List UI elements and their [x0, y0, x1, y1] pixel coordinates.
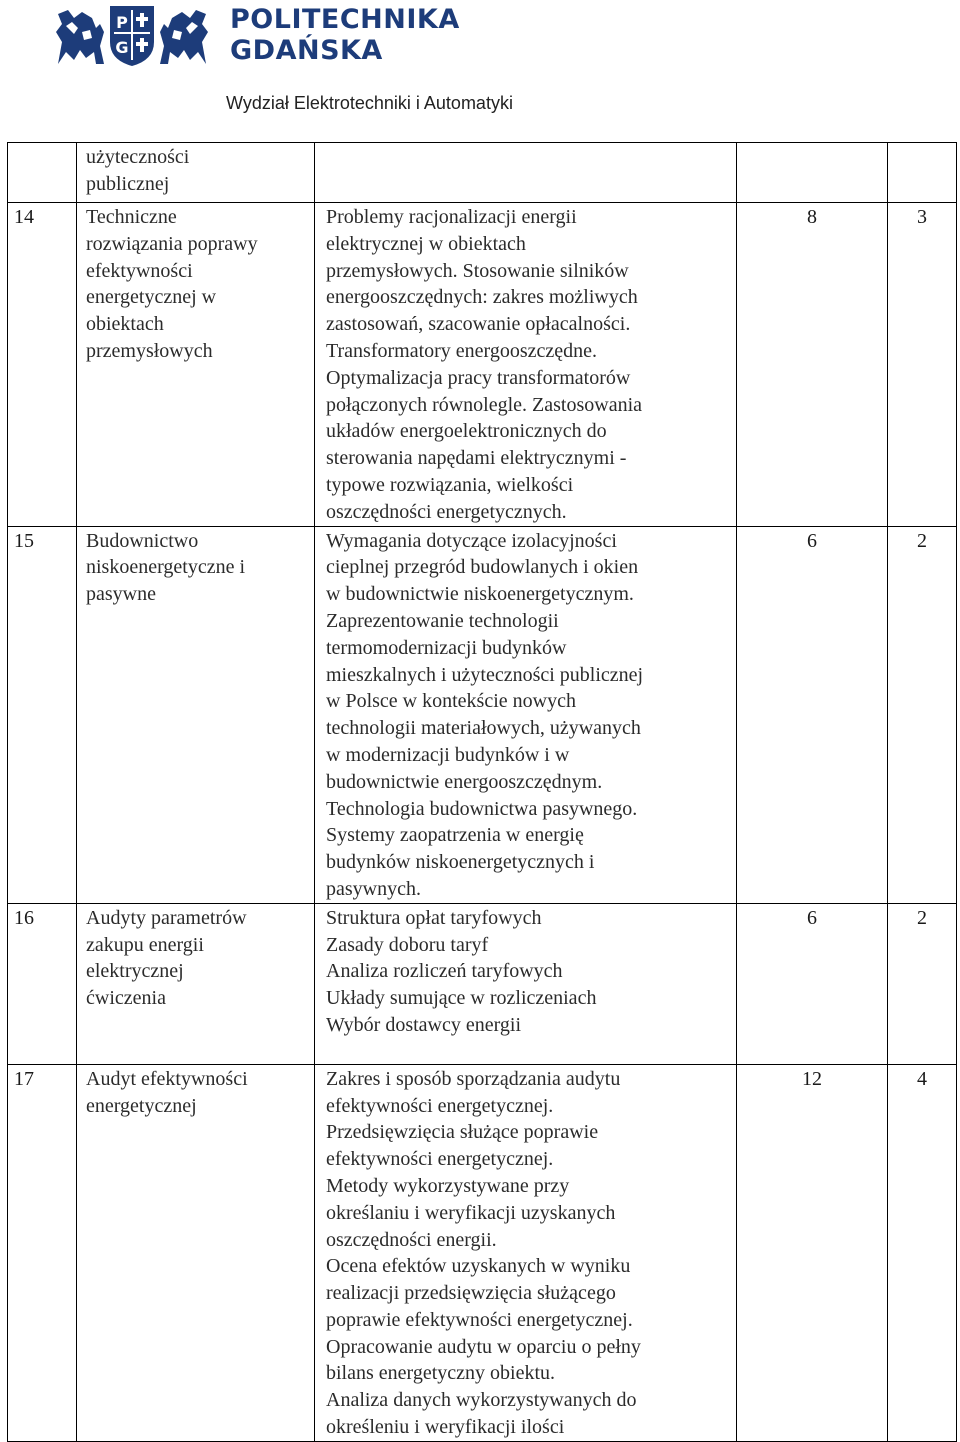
- topic-content-line: Metody wykorzystywane przy: [326, 1174, 570, 1197]
- topic-title-line: publicznej: [86, 172, 170, 195]
- table-row: [8, 903, 957, 1064]
- topic-content-line: cieplnej przegród budowlanych i okien: [326, 556, 639, 579]
- topic-title-line: przemysłowych: [86, 339, 213, 362]
- topic-content-line: określeniu i weryfikacji ilości: [326, 1416, 565, 1439]
- row-number-cell: [8, 1064, 77, 1441]
- hours-col2-value: 2: [917, 906, 927, 929]
- faculty-name: Wydział Elektrotechniki i Automatyki: [226, 93, 513, 113]
- topic-title-cell: [77, 203, 315, 527]
- topic-title-line: pasywne: [86, 583, 156, 606]
- row-number: 14: [14, 206, 34, 228]
- topic-content-line: energooszczędnych: zakres możliwych: [326, 286, 638, 309]
- topic-title-cell: [77, 903, 315, 1064]
- topic-content-line: Technologia budownictwa pasywnego.: [326, 797, 638, 820]
- topic-content-line: termomodernizacji budynków: [326, 636, 567, 659]
- topic-content-line: określaniu i weryfikacji uzyskanych: [326, 1201, 616, 1224]
- table-row: [8, 143, 957, 203]
- topic-title-line: Techniczne: [86, 206, 177, 228]
- row-number: 16: [14, 906, 34, 929]
- topic-content-cell: [315, 203, 737, 527]
- topic-content-line: przemysłowych. Stosowanie silników: [326, 259, 629, 282]
- topic-content-line: elektrycznej w obiektach: [326, 232, 526, 255]
- topic-content-line: efektywności energetycznej.: [326, 1148, 554, 1171]
- topic-title-line: energetycznej: [86, 1094, 197, 1117]
- topic-content-cell: [315, 903, 737, 1064]
- topic-content-cell: [315, 526, 737, 903]
- university-crest-icon: [52, 2, 212, 68]
- topic-content-line: Struktura opłat taryfowych: [326, 906, 542, 929]
- hours-col1-cell: [737, 143, 888, 203]
- row-number-cell: [8, 903, 77, 1064]
- topic-title-cell: [77, 1064, 315, 1441]
- topic-content-line: Wybór dostawcy energii: [326, 1013, 522, 1036]
- hours-col2-cell: [888, 903, 957, 1064]
- topic-title-line: rozwiązania poprawy: [86, 232, 258, 255]
- topic-content-line: efektywności energetycznej.: [326, 1094, 554, 1117]
- hours-col2-value: 2: [917, 529, 927, 552]
- hours-col2-value: 3: [917, 206, 927, 228]
- hours-col2-cell: [888, 526, 957, 903]
- university-name-line1: POLITECHNIKA: [230, 4, 460, 35]
- topic-content-line: budownictwie energooszczędnym.: [326, 770, 603, 793]
- hours-col1-cell: [737, 1064, 888, 1441]
- topic-title-line: zakupu energii: [86, 933, 204, 956]
- topic-content-line: Zakres i sposób sporządzania audytu: [326, 1067, 621, 1090]
- topic-content-line: poprawie efektywności energetycznej.: [326, 1308, 633, 1331]
- topic-content-line: Problemy racjonalizacji energii: [326, 206, 577, 228]
- table-row: [8, 203, 957, 527]
- topic-content-line: Analiza rozliczeń taryfowych: [326, 960, 563, 983]
- topic-title-line: Audyty parametrów: [86, 906, 247, 929]
- row-number: 15: [14, 529, 34, 552]
- topic-content-line: Opracowanie audytu w oparciu o pełny: [326, 1335, 641, 1358]
- topic-content-line: Ocena efektów uzyskanych w wyniku: [326, 1255, 631, 1278]
- topic-content-cell: [315, 143, 737, 203]
- topic-title-line: Budownictwo: [86, 529, 199, 552]
- hours-col1-value: 8: [807, 206, 817, 228]
- hours-col1-value: 12: [802, 1067, 822, 1090]
- badge-letter-p: P: [116, 13, 128, 32]
- university-name-line2: GDAŃSKA: [230, 35, 383, 66]
- topic-content-line: połączonych równolegle. Zastosowania: [326, 393, 643, 416]
- topic-content-line: w budownictwie niskoenergetycznym.: [326, 583, 634, 606]
- topic-content-line: Wymagania dotyczące izolacyjności: [326, 529, 617, 552]
- topic-title-line: niskoenergetyczne i: [86, 556, 246, 579]
- topic-content-line: budynków niskoenergetycznych i: [326, 851, 595, 874]
- hours-col2-cell: [888, 1064, 957, 1441]
- row-number: 17: [14, 1067, 34, 1090]
- topic-content-line: w Polsce w kontekście nowych: [326, 690, 576, 713]
- university-name: [230, 4, 460, 66]
- topic-title-line: efektywności: [86, 259, 193, 282]
- topic-content-line: Transformatory energooszczędne.: [326, 339, 598, 362]
- hours-col1-cell: [737, 526, 888, 903]
- topic-title-line: elektrycznej: [86, 960, 184, 983]
- topic-content-line: technologii materiałowych, używanych: [326, 717, 641, 740]
- table-row: [8, 1064, 957, 1441]
- topic-content-line: oszczędności energetycznych.: [326, 500, 567, 523]
- badge-letter-g: G: [115, 38, 129, 57]
- topic-content-line: Przedsięwzięcia służące poprawie: [326, 1121, 599, 1144]
- topic-content-line: w modernizacji budynków i w: [326, 743, 570, 766]
- curriculum-table-body: [8, 143, 957, 1442]
- hours-col2-cell: [888, 143, 957, 203]
- row-number-cell: [8, 526, 77, 903]
- topic-content-line: bilans energetyczny obiektu.: [326, 1362, 556, 1385]
- topic-title-cell: [77, 526, 315, 903]
- topic-content-line: oszczędności energii.: [326, 1228, 497, 1251]
- hours-col2-cell: [888, 203, 957, 527]
- topic-title-cell: [77, 143, 315, 203]
- topic-title-line: Audyt efektywności: [86, 1067, 248, 1090]
- topic-content-line: Analiza danych wykorzystywanych do: [326, 1389, 637, 1412]
- topic-title-line: ćwiczenia: [86, 987, 166, 1010]
- topic-content-line: pasywnych.: [326, 877, 421, 900]
- topic-content-line: mieszkalnych i użyteczności publicznej: [326, 663, 644, 686]
- topic-content-line: układów energoelektronicznych do: [326, 420, 607, 443]
- topic-content-line: zastosowań, szacowanie opłacalności.: [326, 313, 631, 336]
- hours-col2-value: 4: [917, 1067, 927, 1090]
- topic-content-line: Systemy zaopatrzenia w energię: [326, 824, 584, 847]
- topic-title-line: obiektach: [86, 313, 164, 336]
- topic-title-line: energetycznej w: [86, 286, 217, 309]
- topic-content-line: Układy sumujące w rozliczeniach: [326, 987, 597, 1010]
- topic-title-line: użyteczności: [86, 146, 190, 168]
- page-header: [0, 0, 960, 125]
- topic-content-line: typowe rozwiązania, wielkości: [326, 473, 574, 496]
- topic-content-line: Zaprezentowanie technologii: [326, 609, 559, 632]
- topic-content-line: sterowania napędami elektrycznymi -: [326, 447, 627, 470]
- topic-content-line: Zasady doboru taryf: [326, 933, 489, 956]
- row-number-cell: [8, 203, 77, 527]
- hours-col1-cell: [737, 203, 888, 527]
- row-number-cell: [8, 143, 77, 203]
- topic-content-line: Optymalizacja pracy transformatorów: [326, 366, 631, 389]
- hours-col1-value: 6: [807, 906, 817, 929]
- topic-content-cell: [315, 1064, 737, 1441]
- table-row: [8, 526, 957, 903]
- topic-content-line: realizacji przedsięwzięcia służącego: [326, 1282, 616, 1305]
- hours-col1-value: 6: [807, 529, 817, 552]
- curriculum-table: [7, 142, 957, 1442]
- hours-col1-cell: [737, 903, 888, 1064]
